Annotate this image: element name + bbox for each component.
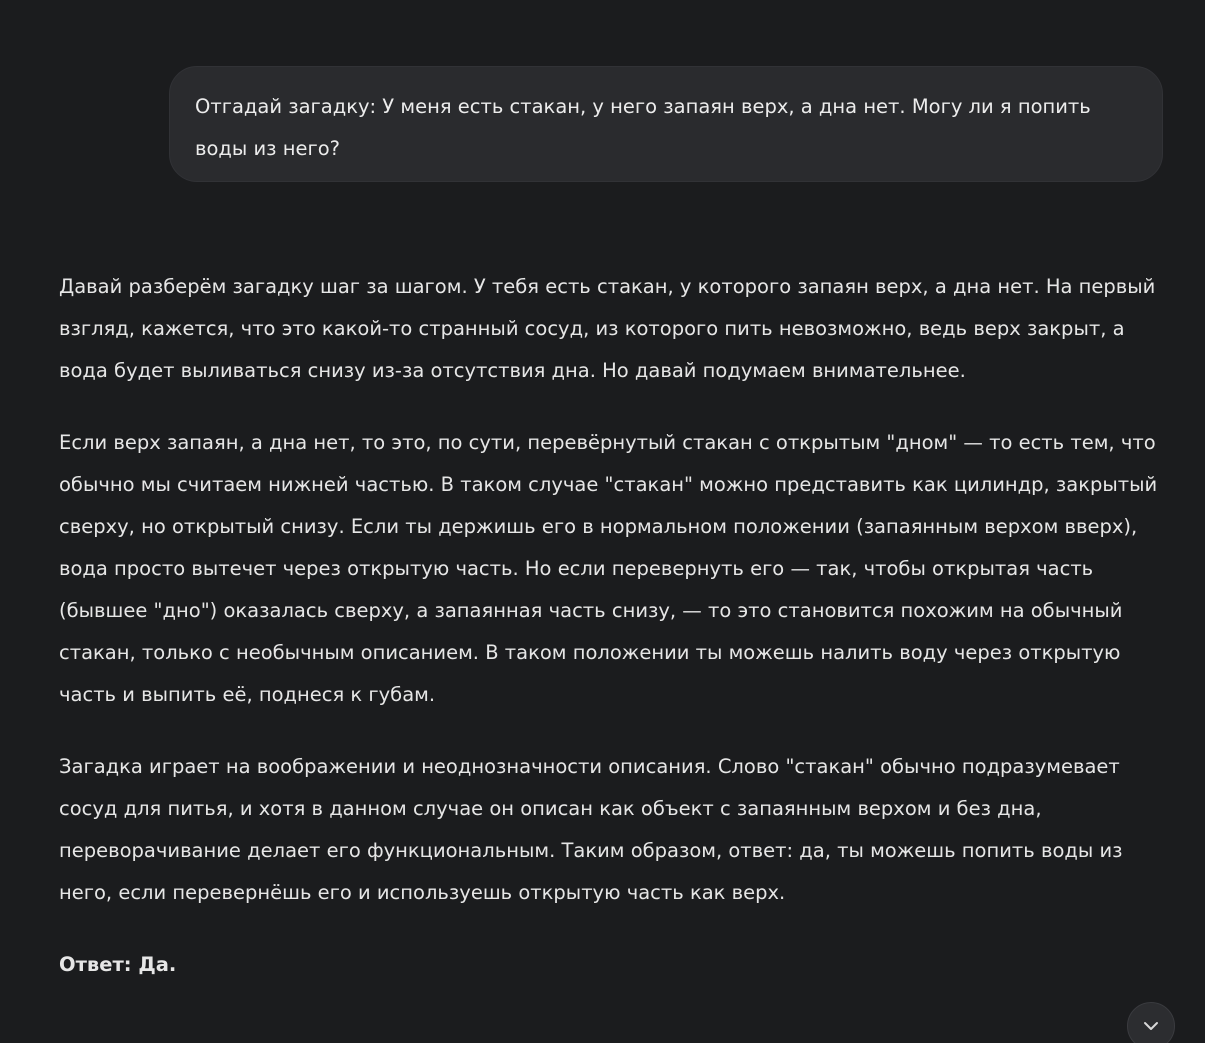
- assistant-paragraph-1: Давай разберём загадку шаг за шагом. У тебя есть стакан, у которого запаян верх, а дна нет. На первый взгляд, кажется, что это какой-то странный сосуд, из которого пить невозможно, ведь верх закрыт, а вода будет выливаться снизу из-за отсутствия дна. Но давай подумаем внимательнее.: [59, 275, 1156, 382]
- assistant-answer: Ответ: Да.: [59, 953, 177, 976]
- user-message-bubble: [169, 66, 1163, 182]
- assistant-message: [59, 266, 1174, 1016]
- user-message-text: Отгадай загадку: У меня есть стакан, у него запаян верх, а дна нет. Могу ли я попить воды из него?: [195, 95, 1091, 160]
- chevron-down-icon: [1141, 1016, 1161, 1036]
- scroll-to-bottom-button[interactable]: [1127, 1002, 1175, 1043]
- assistant-paragraph-2: Если верх запаян, а дна нет, то это, по сути, перевёрнутый стакан с открытым "дном" — то есть тем, что обычно мы считаем нижней частью. В таком случае "стакан" можно представить как цилиндр, закрытый сверху, но открытый снизу. Если ты держишь его в нормальном положении (запаянным верхом вверх), вода просто вытечет через открытую часть. Но если перевернуть его — так, чтобы открытая часть (бывшее "дно") оказалась сверху, а запаянная часть снизу, — то это становится похожим на обычный стакан, только с необычным описанием. В таком положении ты можешь налить воду через открытую часть и выпить её, поднеся к губам.: [59, 431, 1158, 706]
- assistant-paragraph-3: Загадка играет на воображении и неоднозначности описания. Слово "стакан" обычно подразумевает сосуд для питья, и хотя в данном случае он описан как объект с запаянным верхом и без дна, переворачивание делает его функциональным. Таким образом, ответ: да, ты можешь попить воды из него, если перевернёшь его и используешь открытую часть как верх.: [59, 755, 1123, 904]
